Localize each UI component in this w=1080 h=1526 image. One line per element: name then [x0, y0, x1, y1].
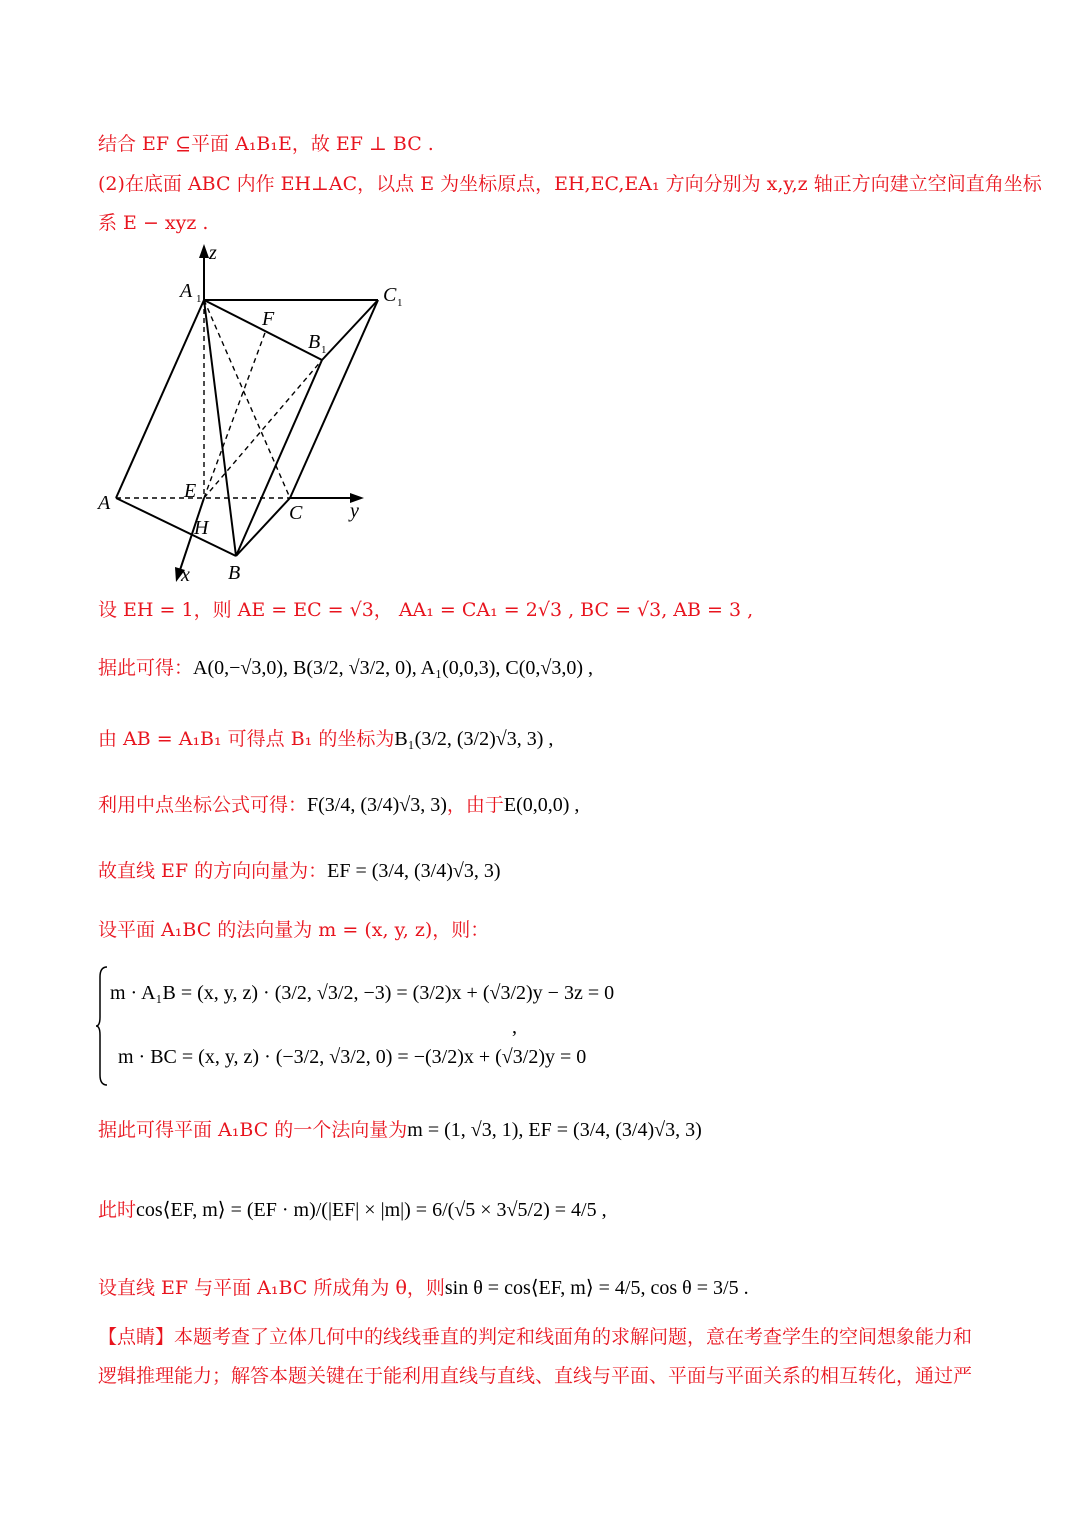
svg-text:1: 1 — [196, 293, 202, 305]
system-comma: , — [512, 1016, 517, 1038]
label-H: H — [194, 517, 209, 539]
label-A: A — [98, 492, 111, 514]
prism-figure — [95, 240, 403, 590]
text-line-midpoint: 利用中点坐标公式可得：F(3/4, (3/4)√3, 3)，由于E(0,0,0) , — [98, 794, 580, 816]
text-line-conclusion: 结合 EF ⊆平面 A₁B₁E，故 EF ⊥ BC . — [98, 133, 434, 155]
left-brace-icon — [96, 965, 108, 1087]
label-F: F — [262, 308, 275, 330]
z-arrow-icon — [199, 244, 209, 258]
label-y: y — [350, 500, 359, 522]
text-line-comment-2: 逻辑推理能力；解答本题关键在于能利用直线与直线、直线与平面、平面与平面关系的相互转化，通过严 — [98, 1365, 973, 1387]
text-line-cosine: 此时cos⟨EF, m⟩ = (EF · m)/(|EF| × |m|) = 6/(√5 × 3√5/2) = 4/5 , — [98, 1199, 607, 1221]
label-z: z — [209, 242, 217, 264]
text-line-lengths: 设 EH = 1，则 AE = EC = √3， AA₁ = CA₁ = 2√3 , BC = √3, AB = 3 , — [98, 599, 754, 621]
text-line-angle: 设直线 EF 与平面 A₁BC 所成角为 θ，则sin θ = cos⟨EF, m⟩ = 4/5, cos θ = 3/5 . — [98, 1277, 749, 1299]
text-line-coords: 据此可得：A(0,−√3,0), B(3/2, √3/2, 0), A₁(0,0,3), C(0,√3,0) , — [98, 657, 594, 679]
label-E: E — [184, 480, 197, 502]
label-B: B — [228, 562, 241, 584]
label-C1: C — [383, 284, 397, 306]
text-line-setup-cont: 系 E − xyz . — [98, 212, 209, 234]
text-line-comment-1: 【点睛】本题考查了立体几何中的线线垂直的判定和线面角的求解问题，意在考查学生的空间想象能力和 — [98, 1326, 973, 1348]
label-x: x — [181, 564, 190, 586]
label-A1: A — [180, 280, 193, 302]
text-line-setup: (2)在底面 ABC 内作 EH⊥AC，以点 E 为坐标原点，EH,EC,EA₁ 方向分别为 x,y,z 轴正方向建立空间直角坐标 — [98, 173, 1042, 195]
equation-system-row-1: m · A₁B = (x, y, z) · (3/2, √3/2, −3) = (3/2)x + (√3/2)y − 3z = 0 — [110, 982, 615, 1004]
text-line-direction: 故直线 EF 的方向向量为：EF = (3/4, (3/4)√3, 3) — [98, 860, 501, 882]
svg-text:1: 1 — [321, 344, 327, 356]
text-line-normal-setup: 设平面 A₁BC 的法向量为 m = (x, y, z)，则： — [98, 919, 490, 941]
svg-text:1: 1 — [397, 297, 403, 309]
label-C: C — [289, 502, 303, 524]
label-B1: B — [308, 331, 321, 353]
equation-system-row-2: m · BC = (x, y, z) · (−3/2, √3/2, 0) = −(3/2)x + (√3/2)y = 0 — [118, 1046, 587, 1068]
text-line-normal-vector: 据此可得平面 A₁BC 的一个法向量为m = (1, √3, 1), EF = (3/4, (3/4)√3, 3) — [98, 1119, 702, 1141]
text-line-b1: 由 AB = A₁B₁ 可得点 B₁ 的坐标为B₁(3/2, (3/2)√3, 3) , — [98, 728, 554, 750]
